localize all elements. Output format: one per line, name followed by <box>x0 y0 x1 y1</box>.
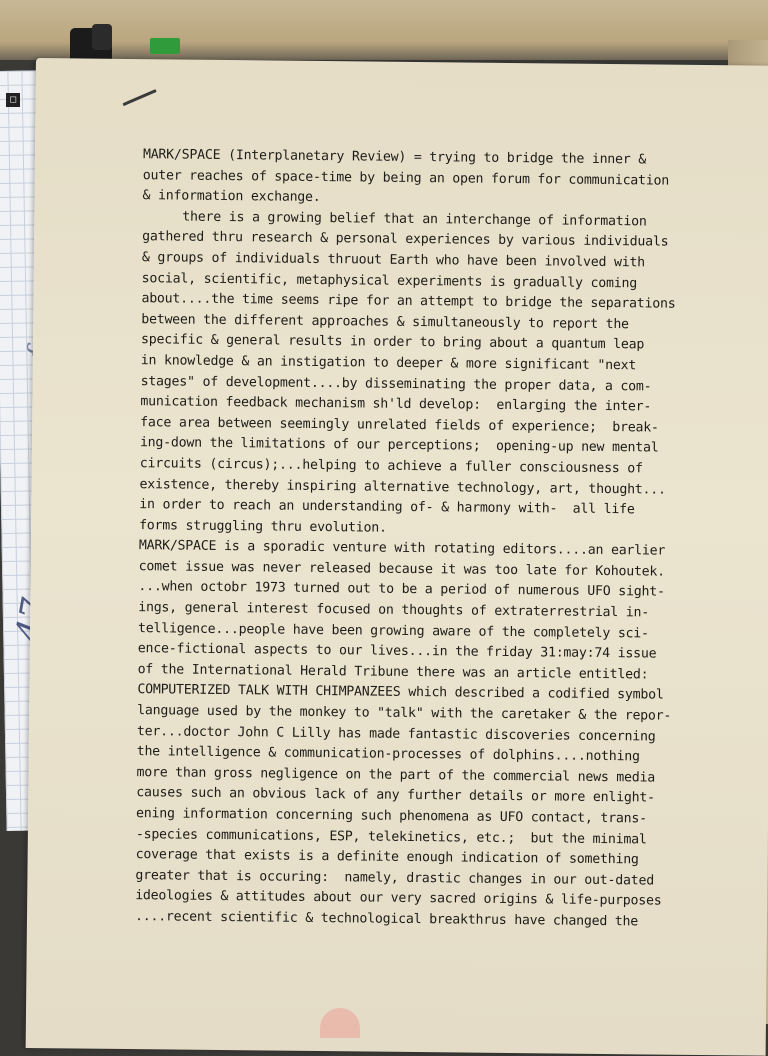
text-line: between the different approaches & simultaneously to report the <box>141 311 629 332</box>
desk-surface-top <box>0 0 768 60</box>
staple-mark <box>122 89 156 106</box>
text-line: the intelligence & communication-processes of dolphins....nothing <box>136 744 640 765</box>
text-line: & information exchange. <box>142 188 321 206</box>
text-line: circuits (circus);...helping to achieve a fuller consciousness of <box>139 456 643 477</box>
text-line: gathered thru research & personal experiences by various individuals <box>142 229 669 251</box>
green-terminal-block <box>150 38 180 54</box>
text-line: in knowledge & an instigation to deeper & more significant "next <box>140 353 637 374</box>
text-line: ...when octobr 1973 turned out to be a period of numerous UFO sight- <box>138 579 665 601</box>
capacitor-component <box>92 24 112 50</box>
text-line: outer reaches of space-time by being an open forum for communication <box>142 167 670 189</box>
text-line: more than gross negligence on the part of the commercial news media <box>136 764 656 786</box>
corner-square-icon: ◻ <box>6 93 20 107</box>
text-line: greater that is occuring: namely, drastic changes in our out-dated <box>135 867 655 889</box>
text-line: telligence...people have been growing aware of the completely sci- <box>137 620 649 642</box>
text-line: ter...doctor John C Lilly has made fantastic discoveries concerning <box>136 723 656 745</box>
text-line: social, scientific, metaphysical experiments is gradually coming <box>141 270 638 291</box>
text-line: causes such an obvious lack of any further details or more enlight- <box>136 785 655 806</box>
text-line: about....the time seems ripe for an attempt to bridge the separations <box>141 291 676 312</box>
text-line: of the International Herald Tribune there was an article entitled: <box>137 661 649 683</box>
text-line: MARK/SPACE is a sporadic venture with rotating editors....an earlier <box>138 538 666 559</box>
text-line: ing-down the limitations of our perceptions; opening-up new mental <box>139 435 659 456</box>
text-line: ence-fictional aspects to our lives...in the friday 31:may:74 issue <box>137 641 657 662</box>
text-line: MARK/SPACE (Interplanetary Review) = trying to bridge the inner & <box>142 147 647 168</box>
typed-page <box>26 58 768 1056</box>
typed-text-body <box>135 145 718 934</box>
text-line: ings, general interest focused on thoughts of extraterrestrial in- <box>138 600 650 621</box>
text-line: specific & general results in order to bring about a quantum leap <box>140 332 645 353</box>
text-line: face area between seemingly unrelated fields of experience; break- <box>140 414 659 436</box>
text-line: -species communications, ESP, telekinetics, etc.; but the minimal <box>135 826 647 848</box>
text-line: in order to reach an understanding of- & harmony with- all life <box>139 497 635 518</box>
text-line: language used by the monkey to "talk" with the caretaker & the repor- <box>137 703 672 724</box>
text-line: forms struggling thru evolution. <box>139 517 387 536</box>
text-line: coverage that exists is a definite enough indication of something <box>135 847 639 868</box>
text-line: ening information concerning such phenomena as UFO contact, trans- <box>136 806 647 827</box>
text-line: & groups of individuals thruout Earth who have been involved with <box>141 250 646 271</box>
text-line: comet issue was never released because it was too late for Kohoutek. <box>138 558 666 580</box>
text-line: ....recent scientific & technological breakthrus have changed the <box>134 909 639 930</box>
text-line: ideologies & attitudes about our very sacred origins & life-purposes <box>135 888 662 909</box>
text-line: munication feedback mechanism sh'ld develop: enlarging the inter- <box>140 394 652 415</box>
text-line: there is a growing belief that an interchange of information <box>182 209 647 230</box>
text-line: COMPUTERIZED TALK WITH CHIMPANZEES which described a codified symbol <box>137 682 664 704</box>
text-line: existence, thereby inspiring alternative technology, art, thought... <box>139 476 666 498</box>
text-line: stages" of development....by disseminating the proper data, a com- <box>140 373 652 394</box>
